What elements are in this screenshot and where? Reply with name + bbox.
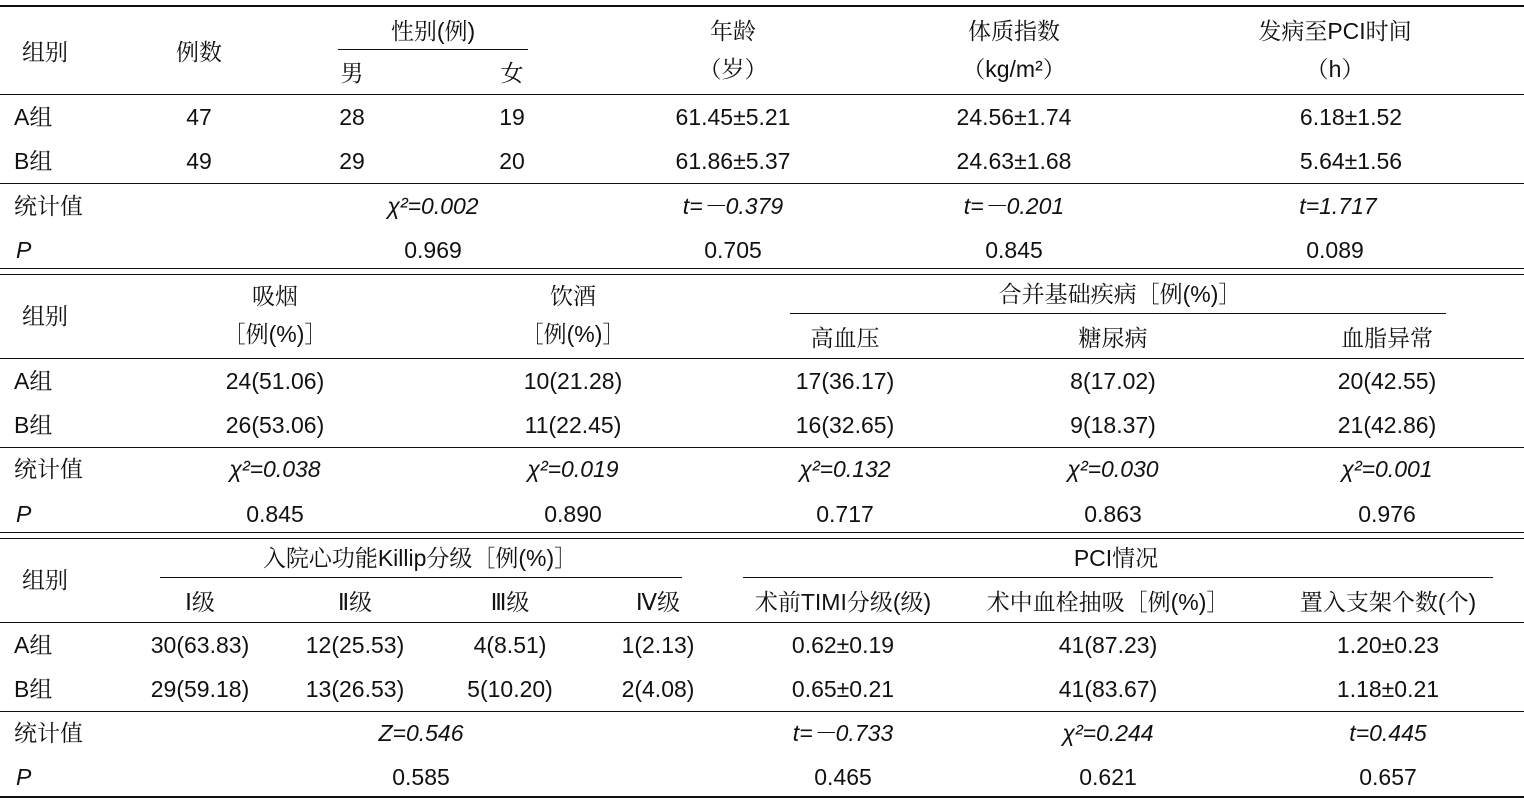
t3-row-b-group: B组 <box>14 676 53 702</box>
t2-p-smoke: 0.845 <box>246 501 304 527</box>
t1-p-label: P <box>16 237 32 263</box>
t3-header-killip: 入院心功能Killip分级［例(%)］ <box>262 545 578 571</box>
t1-row-a-bmi: 24.56±1.74 <box>956 104 1072 130</box>
t3-row-a-k2: 12(25.53) <box>305 632 405 658</box>
t3-row-a-timi: 0.62±0.19 <box>791 632 895 658</box>
t3-row-a-thrombus: 41(87.23) <box>1058 632 1158 658</box>
t2-header-smoke: 吸烟 <box>252 283 298 309</box>
t1-header-age: 年龄 <box>710 18 756 44</box>
t1-p-sex: 0.969 <box>404 237 462 263</box>
t1-row-b-bmi: 24.63±1.68 <box>956 148 1072 174</box>
t1-header-onset: 发病至PCI时间 <box>1258 18 1412 44</box>
t1-row-b-male: 29 <box>339 148 365 174</box>
t1-stat-onset: t=1.717 <box>1299 193 1377 219</box>
t2-header-rule <box>0 358 1524 359</box>
t1-data-rule <box>0 183 1524 184</box>
t1-header-rule <box>0 94 1524 95</box>
t3-header-group: 组别 <box>22 567 68 593</box>
t3-stat-label: 统计值 <box>14 720 83 746</box>
t2-p-drink: 0.890 <box>544 501 602 527</box>
t2-row-b-group: B组 <box>14 412 53 438</box>
t2-header-group: 组别 <box>22 303 68 329</box>
t2-stat-label: 统计值 <box>14 456 83 482</box>
t2-row-b-dm: 9(18.37) <box>1070 412 1156 438</box>
t1-header-female: 女 <box>500 60 524 86</box>
t1-row-b-age: 61.86±5.37 <box>675 148 791 174</box>
t3-header-thrombus: 术中血栓抽吸［例(%)］ <box>986 589 1230 615</box>
t1-row-b-group: B组 <box>14 148 53 174</box>
t3-data-rule <box>0 711 1524 712</box>
t2-stat-smoke: χ²=0.038 <box>229 456 321 482</box>
t1-header-cases: 例数 <box>176 39 222 65</box>
t1-p-bmi: 0.845 <box>985 237 1043 263</box>
t2-header-lipid: 血脂异常 <box>1341 325 1433 351</box>
t1-row-a-onset: 6.18±1.52 <box>1299 104 1403 130</box>
top-rule <box>0 5 1524 7</box>
t3-row-b-stents: 1.18±0.21 <box>1336 676 1440 702</box>
t3-header-k3: Ⅲ级 <box>490 589 530 615</box>
t1-p-onset: 0.089 <box>1306 237 1364 263</box>
t1-p-age: 0.705 <box>704 237 762 263</box>
t3-row-a-group: A组 <box>14 632 53 658</box>
t2-row-a-drink: 10(21.28) <box>523 368 623 394</box>
t1-row-b-cases: 49 <box>186 148 212 174</box>
t3-header-pci: PCI情况 <box>1073 545 1159 571</box>
t1-stat-label: 统计值 <box>14 193 83 219</box>
t1-row-a-female: 19 <box>499 104 525 130</box>
t2-p-htn: 0.717 <box>816 501 874 527</box>
t3-row-b-timi: 0.65±0.21 <box>791 676 895 702</box>
t2-p-label: P <box>16 501 32 527</box>
t3-p-killip: 0.585 <box>392 764 450 790</box>
t2-stat-dm: χ²=0.030 <box>1067 456 1159 482</box>
t2-row-a-dm: 8(17.02) <box>1070 368 1156 394</box>
t2-data-rule <box>0 447 1524 448</box>
t2-row-b-htn: 16(32.65) <box>795 412 895 438</box>
t1-header-male: 男 <box>340 60 364 86</box>
t1-bottom-double-rule <box>0 268 1524 275</box>
t2-header-comorbidity: 合并基础疾病［例(%)］ <box>998 281 1242 307</box>
t3-row-a-k3: 4(8.51) <box>473 632 547 658</box>
t1-row-a-group: A组 <box>14 104 53 130</box>
t2-header-drink: 饮酒 <box>550 283 596 309</box>
t2-row-a-group: A组 <box>14 368 53 394</box>
t3-stat-killip: Z=0.546 <box>378 720 464 746</box>
t1-header-age-unit: （岁） <box>698 56 768 82</box>
t3-p-timi: 0.465 <box>814 764 872 790</box>
t3-row-b-thrombus: 41(83.67) <box>1058 676 1158 702</box>
t2-row-b-drink: 11(22.45) <box>524 412 622 438</box>
t3-row-b-k2: 13(26.53) <box>305 676 405 702</box>
t1-header-bmi: 体质指数 <box>968 18 1060 44</box>
t3-header-rule <box>0 622 1524 623</box>
t3-killip-underline <box>160 577 682 578</box>
t1-sex-underline <box>338 49 528 50</box>
t3-row-a-k1: 30(63.83) <box>150 632 250 658</box>
t2-comorbidity-underline <box>790 313 1446 314</box>
t1-header-sex: 性别(例) <box>390 18 476 44</box>
t2-row-a-lipid: 20(42.55) <box>1337 368 1437 394</box>
t3-row-b-k3: 5(10.20) <box>467 676 553 702</box>
t3-stat-timi: t=－0.733 <box>792 720 894 746</box>
t3-stat-stents: t=0.445 <box>1349 720 1427 746</box>
t3-row-b-k4: 2(4.08) <box>621 676 695 702</box>
t3-pci-underline <box>743 577 1493 578</box>
t2-header-drink-unit: ［例(%)］ <box>520 321 626 347</box>
t1-row-a-male: 28 <box>339 104 365 130</box>
t3-row-b-k1: 29(59.18) <box>150 676 250 702</box>
t2-row-b-lipid: 21(42.86) <box>1337 412 1437 438</box>
t3-header-k4: Ⅳ级 <box>635 589 681 615</box>
t2-row-b-smoke: 26(53.06) <box>225 412 325 438</box>
t2-bottom-double-rule <box>0 532 1524 539</box>
t3-p-stents: 0.657 <box>1359 764 1417 790</box>
t2-row-a-htn: 17(36.17) <box>795 368 895 394</box>
t1-stat-age: t=－0.379 <box>682 193 784 219</box>
t3-header-k2: Ⅱ级 <box>337 589 373 615</box>
t2-header-smoke-unit: ［例(%)］ <box>222 321 328 347</box>
t2-p-lipid: 0.976 <box>1358 501 1416 527</box>
t3-header-timi: 术前TIMI分级(级) <box>754 589 932 615</box>
bottom-rule <box>0 796 1524 798</box>
t2-row-a-smoke: 24(51.06) <box>225 368 325 394</box>
t2-stat-lipid: χ²=0.001 <box>1341 456 1433 482</box>
t1-stat-sex: χ²=0.002 <box>387 193 479 219</box>
t1-header-group: 组别 <box>22 39 68 65</box>
t2-stat-htn: χ²=0.132 <box>799 456 891 482</box>
t3-p-label: P <box>16 764 32 790</box>
t2-p-dm: 0.863 <box>1084 501 1142 527</box>
t1-row-a-age: 61.45±5.21 <box>675 104 791 130</box>
t1-row-b-onset: 5.64±1.56 <box>1299 148 1403 174</box>
t2-stat-drink: χ²=0.019 <box>527 456 619 482</box>
t3-p-thrombus: 0.621 <box>1079 764 1137 790</box>
t3-row-a-stents: 1.20±0.23 <box>1336 632 1440 658</box>
t1-header-onset-unit: （h） <box>1305 56 1365 82</box>
t1-header-bmi-unit: （kg/m²） <box>962 56 1066 82</box>
t1-stat-bmi: t=－0.201 <box>963 193 1065 219</box>
t3-header-k1: Ⅰ级 <box>185 589 215 615</box>
t2-header-htn: 高血压 <box>810 325 880 351</box>
t3-header-stents: 置入支架个数(个) <box>1299 589 1477 615</box>
t1-row-b-female: 20 <box>499 148 525 174</box>
t3-row-a-k4: 1(2.13) <box>621 632 695 658</box>
t1-row-a-cases: 47 <box>186 104 212 130</box>
t3-stat-thrombus: χ²=0.244 <box>1062 720 1154 746</box>
t2-header-dm: 糖尿病 <box>1078 325 1148 351</box>
